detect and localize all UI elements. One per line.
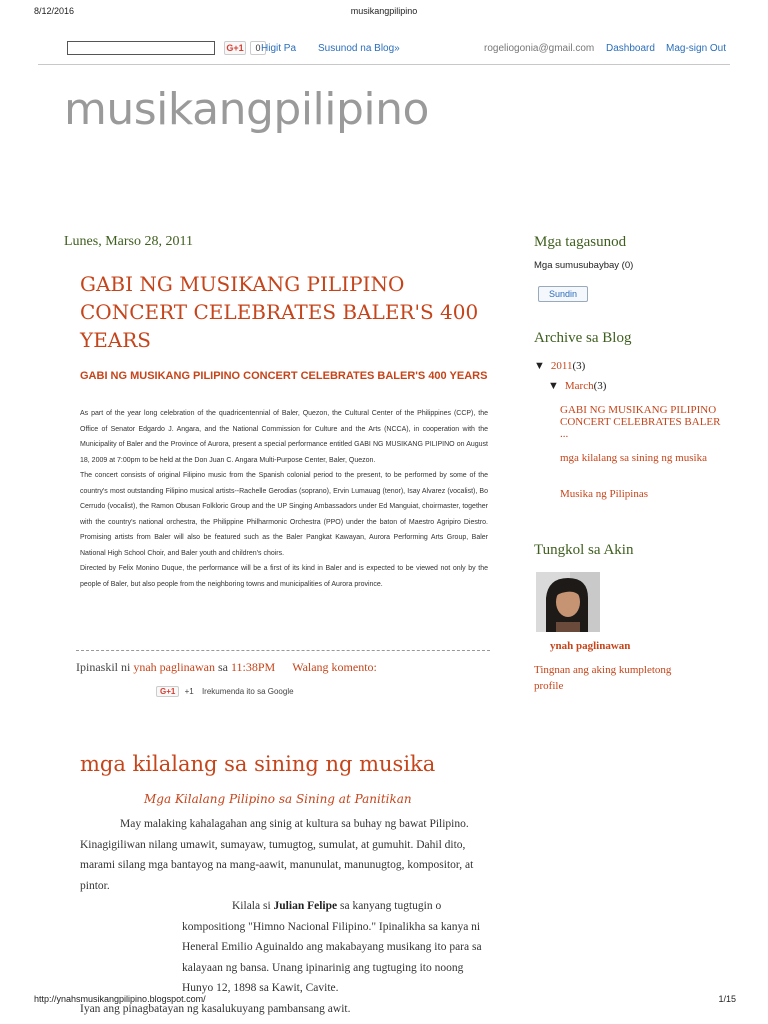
search-input[interactable] — [67, 41, 215, 55]
print-url: http://ynahsmusikangpilipino.blogspot.com/ — [34, 994, 206, 1004]
post2-subtitle: Mga Kilalang Pilipino sa Sining at Panitikan — [144, 792, 412, 806]
next-blog-link[interactable]: Higit Pa — [261, 43, 297, 54]
gplus-count: 0 — [250, 41, 266, 55]
share-recommend-text: Irekumenda ito sa Google — [201, 687, 294, 696]
blogger-navbar — [38, 38, 730, 65]
archive-month[interactable] — [548, 380, 606, 392]
author-link[interactable]: ynah paglinawan — [133, 660, 215, 674]
collapse-triangle-icon[interactable]: ▼ — [548, 380, 559, 392]
post-paragraph: Directed by Felix Monino Duque, the performance will be a first of its kind in Baler and is expected to be viewed not only by the people of Baler, but also people from the neighboring towns and municipalities of Aurora province. — [80, 565, 488, 588]
post2-body — [80, 814, 488, 1019]
archive-year-label[interactable]: 2011 — [550, 360, 573, 372]
archive-post-link[interactable]: GABI NG MUSIKANG PILIPINO CONCERT CELEBRATES BALER ... — [560, 404, 721, 440]
comments-link[interactable]: Walang komento: — [292, 660, 377, 674]
about-heading: Tungkol sa Akin — [534, 542, 634, 558]
full-profile-link[interactable]: Tingnan ang aking kumpletong profile — [534, 664, 672, 692]
user-email: rogeliogonia@gmail.com — [484, 43, 595, 54]
follow-blog-link[interactable]: Susunod na Blog» — [318, 43, 400, 54]
print-title: musikangpilipino — [350, 6, 418, 16]
followers-heading: Mga tagasunod — [534, 234, 627, 250]
post2-title[interactable]: mga kilalang sa sining ng musika — [80, 752, 436, 776]
blog-title[interactable]: musikangpilipino — [64, 84, 429, 135]
followers-count: Mga sumusubaybay (0) — [534, 260, 634, 271]
dashboard-link[interactable]: Dashboard — [606, 43, 655, 54]
share-plus-count: +1 — [184, 687, 194, 696]
archive-year[interactable] — [534, 360, 585, 372]
archive-month-count: (3) — [593, 380, 607, 392]
avatar-photo — [536, 572, 600, 632]
gplus-button[interactable]: G+1 — [224, 41, 246, 55]
archive-post-link[interactable]: Musika ng Pilipinas — [560, 488, 649, 500]
print-header — [0, 6, 768, 20]
post-body — [80, 406, 488, 592]
post2-paragraph: May malaking kahalagahan ang sinig at kultura sa buhay ng bawat Pilipino. Kinagigiliwan nilang umawit, sumayaw, tumugtog, sumulat, at gumuhit. Dahil dito, marami silang mga bantayog na mang-aawit, manunulat, manunugtog, kompositor, at pintor. — [80, 818, 474, 892]
post2-paragraph: Iyan ang pinagbatayan ng kasalukuyang pambansang awit. — [80, 1002, 351, 1015]
post2-bold-name: Julian Felipe — [273, 900, 338, 912]
avatar[interactable] — [536, 572, 600, 632]
print-page-number: 1/15 — [718, 994, 736, 1004]
share-gplus-button[interactable]: G+1 — [156, 686, 179, 697]
post-paragraph: The concert consists of original Filipino music from the Spanish colonial period to the present, to be performed by some of the country's most outstanding Filipino musical artists--Rachelle Gerodias (soprano), Ervin Lumauag (tenor), Isay Alvarez (vocalist), Bo Cerrudo (vocalist), the Ramon Obusan Folkloric Group and the UP Singing Ambassadors under Ed Manguiat, choirmaster, together with the country's national orchestra, the Philippine Philharmonic Orchestra (PPO) under the baton of Maestro Agripiro Diestro. Promising artists from Baler will also be featured such as the Baler Pangkat Kawayan, Aurora Performing Arts Group, Baler National High School Choir, and Baler youth and children's choirs. — [80, 472, 488, 557]
archive-year-count: (3) — [572, 360, 586, 372]
post-footer — [76, 660, 377, 675]
post-subtitle: GABI NG MUSIKANG PILIPINO CONCERT CELEBRATES BALER'S 400 YEARS — [80, 370, 488, 382]
profile-name-link[interactable]: ynah paglinawan — [550, 640, 631, 652]
post2-paragraph — [80, 896, 488, 999]
collapse-triangle-icon[interactable]: ▼ — [534, 360, 545, 372]
at-label: sa — [217, 660, 228, 674]
signout-link[interactable]: Mag-sign Out — [666, 43, 727, 54]
post-paragraph: As part of the year long celebration of the quadricentennial of Baler, Quezon, the Cultural Center of the Philippines (CCP), the Office of Senator Edgardo J. Angara, and the National Commission for Culture and the Arts (NCCA), in cooperation with the Municipality of Baler and the Province of Aurora, present a special performance entitled GABI NG MUSIKANG PILIPINO on August 18, 2009 at 7:00pm to be held at the Don Juan C. Angara Multi-Purpose Center, Baler, Quezon. — [80, 410, 488, 464]
post-date: Lunes, Marso 28, 2011 — [64, 234, 193, 249]
archive-heading: Archive sa Blog — [534, 330, 632, 346]
archive-post-link[interactable]: mga kilalang sa sining ng musika — [560, 452, 707, 464]
post-divider — [76, 650, 490, 651]
follow-button[interactable]: Sundin — [538, 286, 588, 302]
post2-text: Kilala si — [232, 900, 271, 912]
share-row — [156, 686, 294, 697]
posted-by-label: Ipinaskil ni — [76, 660, 131, 674]
post-time-link[interactable]: 11:38PM — [230, 660, 276, 674]
post2-text: sa kanyang tugtugin o kompositiong "Himno Nacional Filipino." Ipinalikha sa kanya ni Heneral Emilio Aguinaldo ang makabayang musikang ito para sa kalayaan ng bansa. Unang ipinarinig ang tugtuging ito noong Hunyo 12, 1898 sa Kawit, Cavite. — [182, 900, 482, 994]
print-date: 8/12/2016 — [34, 6, 75, 16]
archive-month-label[interactable]: March — [564, 380, 594, 392]
post-title[interactable]: GABI NG MUSIKANG PILIPINO CONCERT CELEBRATES BALER'S 400 YEARS — [80, 272, 479, 352]
